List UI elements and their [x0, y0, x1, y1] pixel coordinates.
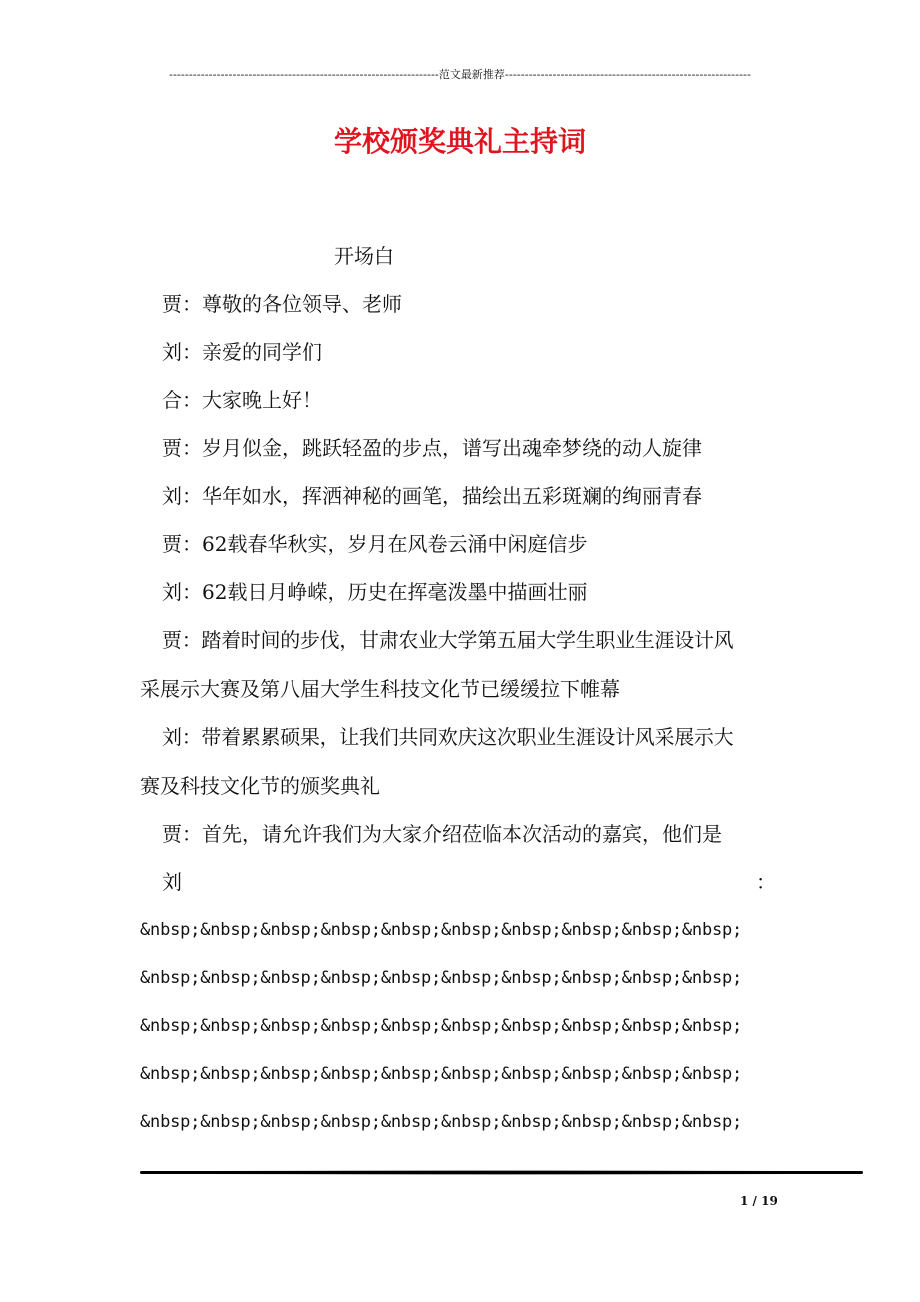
paragraph-line: 刘：亲爱的同学们 — [162, 340, 322, 364]
paragraph-line: 贾：踏着时间的步伐，甘肃农业大学第五届大学生职业生涯设计风 — [162, 628, 734, 652]
paragraph-colon: ： — [756, 870, 776, 894]
paragraph-line: 贾：62载春华秋实，岁月在风卷云涌中闲庭信步 — [162, 532, 588, 556]
document-title: 学校颁奖典礼主持词 — [333, 125, 586, 158]
section-heading: 开场白 — [334, 244, 394, 268]
nbsp-line: &nbsp;&nbsp;&nbsp;&nbsp;&nbsp;&nbsp;&nbsp;&nbsp;&nbsp;&nbsp; — [140, 920, 743, 940]
paragraph-line: 刘：华年如水，挥洒神秘的画笔，描绘出五彩斑斓的绚丽青春 — [162, 484, 702, 508]
nbsp-line: &nbsp;&nbsp;&nbsp;&nbsp;&nbsp;&nbsp;&nbsp;&nbsp;&nbsp;&nbsp; — [140, 1016, 743, 1036]
nbsp-line: &nbsp;&nbsp;&nbsp;&nbsp;&nbsp;&nbsp;&nbsp;&nbsp;&nbsp;&nbsp; — [140, 1112, 743, 1132]
paragraph-line: 赛及科技文化节的颁奖典礼 — [140, 774, 380, 798]
paragraph-line: 贾：岁月似金，跳跃轻盈的步点，谱写出魂牵梦绕的动人旋律 — [162, 436, 702, 460]
nbsp-line: &nbsp;&nbsp;&nbsp;&nbsp;&nbsp;&nbsp;&nbsp;&nbsp;&nbsp;&nbsp; — [140, 1064, 743, 1084]
footer-divider — [140, 1171, 863, 1174]
paragraph-line: 刘：62载日月峥嵘，历史在挥毫泼墨中描画壮丽 — [162, 580, 588, 604]
page-number: 1 / 19 — [740, 1194, 778, 1208]
header-text: --------------------------------------------------------------------范文最新推荐-------------------------------------------------------------- — [168, 68, 751, 81]
page-header — [140, 66, 780, 88]
paragraph-line: 贾：尊敬的各位领导、老师 — [162, 292, 402, 316]
paragraph-line: 采展示大赛及第八届大学生科技文化节已缓缓拉下帷幕 — [140, 677, 620, 701]
nbsp-line: &nbsp;&nbsp;&nbsp;&nbsp;&nbsp;&nbsp;&nbsp;&nbsp;&nbsp;&nbsp; — [140, 968, 743, 988]
paragraph-line: 刘：带着累累硕果，让我们共同欢庆这次职业生涯设计风采展示大 — [162, 725, 734, 749]
paragraph-line: 刘 — [162, 870, 182, 894]
paragraph-line: 贾：首先，请允许我们为大家介绍莅临本次活动的嘉宾，他们是 — [162, 822, 722, 846]
paragraph-line: 合：大家晚上好！ — [162, 388, 322, 412]
